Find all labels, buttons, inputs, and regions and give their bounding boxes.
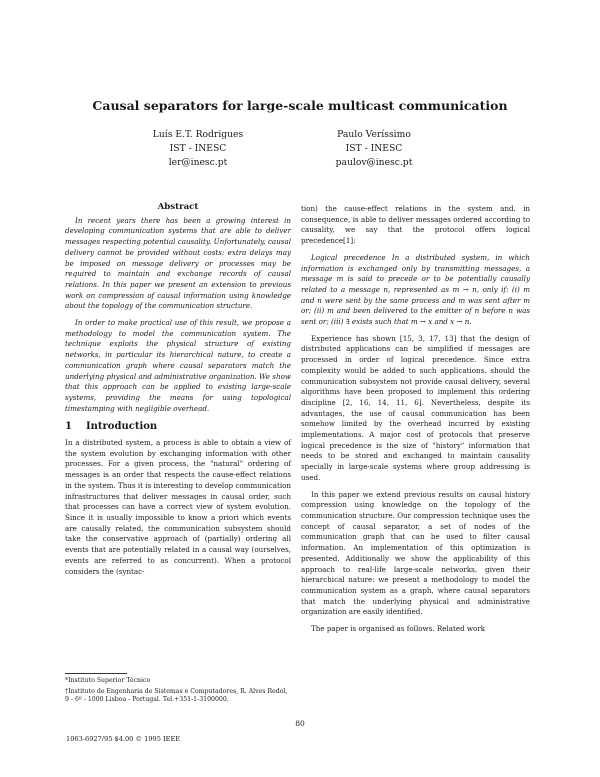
body-paragraph: In this paper we extend previous results on causal history compression using knowledge on the topology of the communication structure. Our compression technique uses the concept of causal separator, a set of nodes of the communication graph that can be used to filter causal information. An implementation of this optimization is presented. Additionally we show the applicability of this approach to real-life large-scale networks, given their hierarchical nature: we present a methodology to model the communication system as a graph, where causal separators that match the underlying physical and administrative organization are easily identified. bbox=[301, 489, 530, 617]
author-affiliation: IST - INESC bbox=[169, 142, 227, 154]
section-title: Introduction bbox=[85, 421, 158, 433]
abstract-heading: Abstract bbox=[157, 202, 199, 212]
author-email: paulov@inesc.pt bbox=[335, 156, 413, 168]
author-2 bbox=[284, 128, 464, 169]
abstract-paragraph: In order to make practical use of this result, we propose a methodology to model the communication system. The technique exploits the physical structure of existing networks, in particular its hierarchical nature, to create a communication graph where causal separators match the underlying physical and administrative organization. We show that this approach can be applied to existing large-scale systems, providing the means for using topological timestamping with negligible overhead. bbox=[65, 318, 291, 413]
paper-title: Causal separators for large-scale multicast communication bbox=[92, 98, 508, 113]
body-paragraph: The paper is organised as follows. Related work bbox=[311, 624, 486, 634]
section-heading bbox=[65, 422, 291, 433]
author-affiliation: IST - INESC bbox=[345, 142, 403, 154]
right-column bbox=[301, 204, 530, 641]
body-paragraph: In a distributed system, a process is able to obtain a view of the system evolution by exchanging information with other processes. For a given process, the "natural" ordering of messages is an order that respects the cause-effect relations in the system. Thus it is interesting to develop communication infrastructures that deliver messages in causal order, such that processes can have a correct view of system evolution. Since it is usually impossible to know a priori which events are causally related, the communication subsystem should take the conservative approach of (partially) ordering all events that are potentially related in a causal way (ourselves, events are referred to as concurrent). When a protocol considers the (syntac- bbox=[65, 438, 291, 576]
body-paragraph: Experience has shown [15, 3, 17, 13] that the design of distributed applications can be simplified if messages are processed in order of logical precedence. Since extra complexity would be added to such applications, should the communication subsystem not provide causal delivery, several algorithms have been proposed to implement this ordering discipline [2, 16, 14, 11, 6]. Nevertheless, despite its advantages, the use of causal communication has been somehow limited by the overhead incurred by existing implementations. A major cost of protocols that preserve logical precedence is the size of "history" information that needs to be stored and exchanged to maintain causality specially in large-scale systems where group addressing is used. bbox=[301, 333, 530, 482]
footnote: †Instituto de Engenharia de Sistemas e Computadores, R. Alves Redol, 9 - 6º - 1000 Lisboa - Portugal. Tel.+351-1-3100000. bbox=[65, 687, 288, 704]
copyright-line: 1063-6927/95 $4.00 © 1995 IEEE bbox=[66, 735, 181, 743]
footnote-divider bbox=[65, 673, 127, 674]
page-number: 80 bbox=[295, 719, 305, 728]
footnote: *Instituto Superior Técnico bbox=[65, 677, 151, 684]
footnotes bbox=[65, 673, 291, 707]
definition-paragraph: Logical precedence In a distributed system, in which information is exchanged only by transmitting messages, a message m is said to precede or to be potentially causally related to a message n, represented as m → n, only if: (i) m and n were sent by the same process and m was sent after m or; (ii) m and been delivered to the emitter of n before n was sent or; (iii) ∃ exists such that m → x and x → n. bbox=[301, 252, 530, 327]
author-email: ler@inesc.pt bbox=[168, 156, 228, 168]
left-column bbox=[65, 202, 291, 583]
body-paragraph: tion) the cause-effect relations in the system and, in consequence, is able to deliver messages ordered according to causality, we say that the protocol offers logical precedence[1]: bbox=[301, 204, 530, 246]
author-1 bbox=[108, 128, 288, 169]
author-name: Luís E.T. Rodrigues bbox=[152, 129, 244, 140]
section-number: 1 bbox=[65, 421, 72, 433]
author-name: Paulo Veríssimo bbox=[337, 129, 411, 140]
abstract-paragraph: In recent years there has been a growing interest in developing communication systems that are able to deliver messages respecting potential causality. Unfortunately, causal delivery cannot be provided without costs: extra delays may be imposed on message delivery or processes may be required to maintain and exchange records of causal relations. In this paper we present an extension to previous work on compression of causal information using knowledge about the topology of the communication structure. bbox=[65, 215, 291, 311]
